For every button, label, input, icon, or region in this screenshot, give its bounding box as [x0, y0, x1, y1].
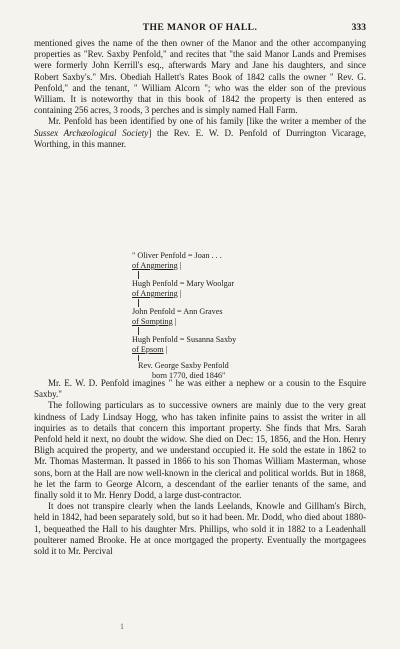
pedigree-gen-1-place: of Angmering | [132, 261, 182, 270]
pedigree-gen-4-place: of Epsom | [132, 345, 168, 354]
pedigree-connector [138, 327, 140, 335]
lower-text-block [34, 378, 366, 557]
page-number: 333 [351, 22, 366, 33]
pedigree-connector [138, 271, 140, 279]
pedigree-gen-2-place: of Angmering | [132, 289, 182, 298]
paragraph-2 [34, 116, 366, 150]
pedigree-gen-4-person: Hugh Penfold = Susanna Saxby [132, 335, 237, 344]
signature-mark: 1 [120, 622, 124, 631]
upper-text-block [34, 38, 366, 150]
paragraph-1: mentioned gives the name of the then owner of the Manor and the other accompanying properties as "Rev. Saxby Penfold," and recites that "the said Manor Lands and Premises were formerly John Kerrill's esq., afterwards Mary and Jane his daughters, and since Robert Saxby's." Mrs. Obediah Hallett's Rates Book of 1842 calls the owner " Rev. G. Penfold," and the tenant, " William Alcorn "; who was the elder son of the previous William. It is noteworthy that in this book of 1842 the property is then entered as containing 256 acres, 3 roods, 3 perches and is simply named Hall Farm. [34, 38, 366, 116]
pedigree-final-person: Rev. George Saxby Penfold [138, 361, 229, 370]
paragraph-5: It does not transpire clearly when the lands Leelands, Knowle and Gillham's Birch, held in 1842, had been separately sold, but so it had been. Mr. Dodd, who died about 1880-1, bequeathed the Hall to his daughter Mrs. Phillips, who sold it in 1882 to a Leadenhall poulterer named Brooke. He at once mortgaged the property. Eventually the mortgagees sold it to Mr. Percival [34, 501, 366, 557]
paragraph-3: Mr. E. W. D. Penfold imagines " he was either a nephew or a cousin to the Esquire Saxby." [34, 378, 366, 400]
pedigree-gen-2-person: Hugh Penfold = Mary Woolgar [132, 279, 235, 288]
paragraph-2-before: Mr. Penfold has been identified by one of his family [like the writer a member of the [48, 116, 366, 127]
pedigree-connector [138, 299, 140, 307]
running-title: THE MANOR OF HALL. [142, 22, 258, 33]
pedigree-gen-3-place: of Sompting | [132, 317, 177, 326]
paragraph-4: The following particulars as to successive owners are mainly due to the very great kindness of Lady Lindsay Hogg, who has taken infinite pains to assist the writer in all inquiries as to details that concern this important property. She finds that Mrs. Sarah Penfold held it next, no doubt the widow. She died on Dec: 15, 1856, and the Hon. Henry Bligh acquired the property, and we understand occupied it. He sold the estate in 1862 to Mr. Thomas Masterman. It passed in 1866 to his son Thomas William Masterman, whose sons, born at the Hall are now well-known in the clerical and political worlds. But in 1868, he let the farm to George Alcorn, a descendant of the earlier tenants of the same, and finally sold it to Mr. Henry Dodd, a large dust-contractor. [34, 400, 366, 501]
pedigree-final-dates: born 1770, died 1846" [152, 371, 226, 380]
paragraph-2-after: ] the Rev. E. W. D. Penfold of Durrington Vicarage, Worthing, in this manner. [34, 127, 366, 149]
society-name: Sussex Archæological Society [34, 127, 149, 138]
pedigree-gen-3-person: John Penfold = Ann Graves [132, 307, 223, 316]
pedigree-chart [132, 251, 332, 381]
running-head [34, 22, 366, 36]
pedigree-gen-1-person: " Oliver Penfold = Joan . . . [132, 251, 222, 260]
